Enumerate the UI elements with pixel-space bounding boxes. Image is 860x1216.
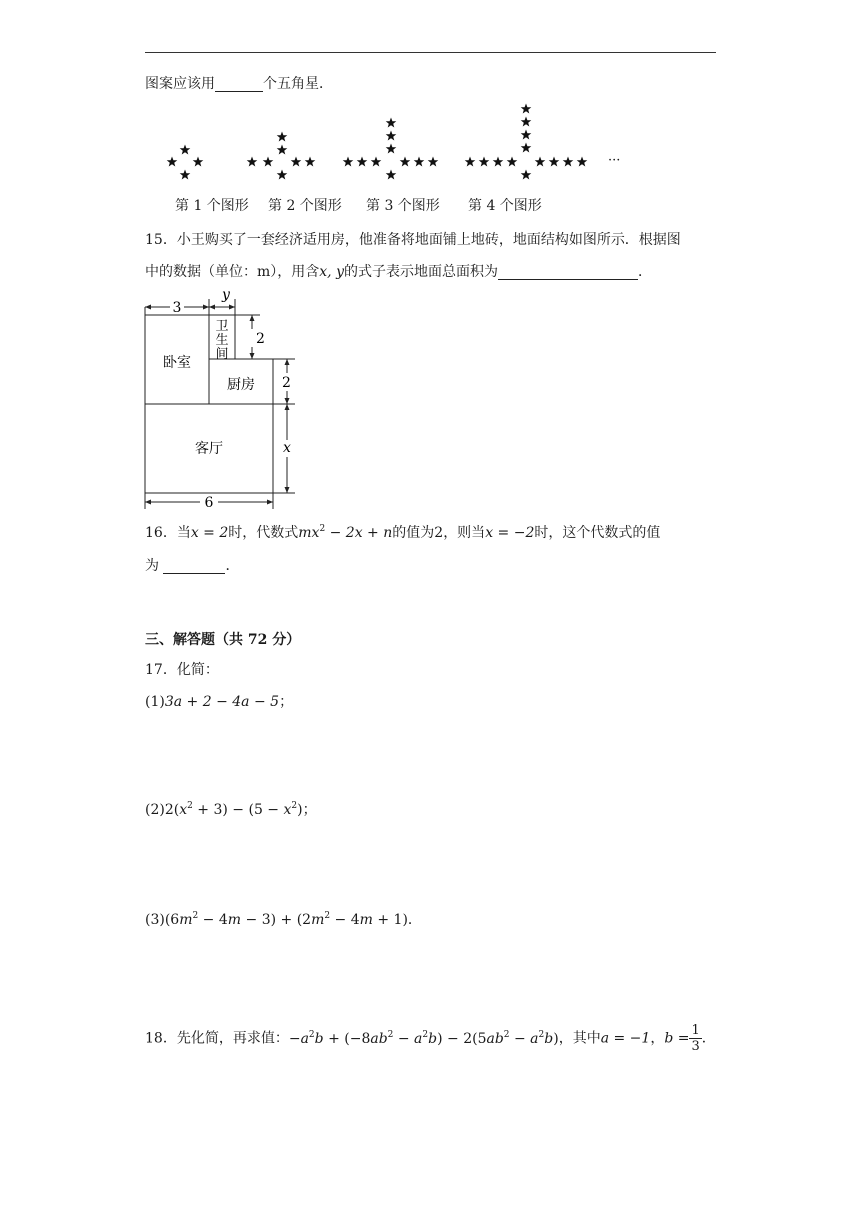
- room-bedroom: 卧室: [163, 355, 191, 371]
- q16-prefix: 16．当: [145, 525, 191, 541]
- q17-part2: $(2)2(x^2 + 3) - (5 - x^2)$；: [145, 801, 317, 818]
- dim-x-label: x: [283, 440, 291, 456]
- q14-text-before: 图案应该用: [145, 76, 215, 92]
- q16-expr-b: − 2x + n: [325, 525, 393, 541]
- dim-kitchen-height: 2: [282, 375, 291, 391]
- q18-end: ．: [701, 1030, 716, 1047]
- q18-b-fraction: [689, 1024, 701, 1053]
- room-bathroom-1: 卫: [215, 319, 229, 334]
- star-pattern-4: [465, 104, 588, 180]
- q16-expr-a: mx: [298, 525, 320, 541]
- floor-plan-diagram: [140, 285, 310, 510]
- q17-part1: [145, 695, 293, 709]
- q16-answer-blank: [163, 559, 225, 574]
- caption-3: 第 3 个图形: [366, 198, 440, 214]
- star-pattern-figure: [150, 98, 630, 190]
- q16-line2-prefix: 为: [145, 558, 164, 574]
- q17-p2-end: ；: [302, 802, 317, 818]
- q15-line2: [145, 265, 652, 280]
- dim-y-label: y: [222, 287, 230, 303]
- q17-p3-label: (3): [145, 912, 165, 928]
- q18-sep: ，: [650, 1030, 665, 1047]
- q14-answer-line: [145, 77, 333, 92]
- q17-p1-label: (1): [145, 694, 165, 710]
- star-pattern-2: [247, 132, 316, 180]
- q17-p2-label: (2): [145, 802, 165, 818]
- q16-tail: 时，这个代数式的值: [534, 525, 661, 541]
- q16-cond1: x = 2: [190, 525, 229, 541]
- pattern-ellipsis: ···: [608, 153, 621, 168]
- q16-expr-exp: 2: [319, 524, 326, 534]
- q18-a-cond: a = −1: [600, 1030, 651, 1047]
- caption-2: 第 2 个图形: [268, 198, 342, 214]
- q17-p1-end: ；: [279, 694, 294, 710]
- q17-p1-expr: 3a + 2 − 4a − 5: [164, 694, 280, 710]
- room-living-room: 客厅: [195, 441, 223, 457]
- caption-1: 第 1 个图形: [175, 198, 249, 214]
- q16-val: 2: [434, 525, 444, 541]
- q18-line: 18．先化简，再求值：$-a^2b + (-8ab^2 - a^2b) - 2(5ab^2 - a^2b)$，其中a = −1，b = $\frac{1}{3}$ ．: [145, 1023, 716, 1054]
- q16-cond2: x = −2: [485, 525, 535, 541]
- q15-vars: x, y: [319, 264, 344, 280]
- q18-prefix: 18．先化简，再求值：: [145, 1030, 289, 1047]
- room-bathroom-3: 间: [215, 347, 229, 362]
- q16-mid1: 时，代数式: [228, 525, 299, 541]
- dim-top-width: 3: [172, 300, 182, 316]
- q15-line2-text: 中的数据（单位：m），用含: [145, 264, 320, 280]
- q14-answer-blank: [215, 77, 263, 92]
- q15-line2-end: ．: [638, 264, 652, 280]
- q16-line2: [145, 559, 239, 574]
- q18-b-den: 3: [691, 1039, 700, 1054]
- q14-text-after: 个五角星．: [263, 76, 333, 92]
- q16-mid2: 的值为: [392, 525, 435, 541]
- q15-line2-text-b: 的式子表示地面总面积为: [344, 264, 498, 280]
- section-3-title: 三、解答题（共 72 分）: [145, 632, 301, 648]
- q16-mid3: ，则当: [443, 525, 486, 541]
- star-pattern-3: [343, 118, 439, 180]
- q18-b-num: 1: [691, 1023, 700, 1038]
- page-header-rule: [145, 52, 716, 53]
- q16-line1: [145, 526, 660, 540]
- caption-4: 第 4 个图形: [468, 198, 542, 214]
- room-bathroom-2: 生: [215, 333, 229, 348]
- q17-part3: $(3)(6m^2 - 4m - 3) + (2m^2 - 4m + 1)$．: [145, 911, 422, 928]
- q18-b-lhs: b =: [664, 1030, 690, 1047]
- q15-line1: 15．小王购买了一套经济适用房，他准备将地面铺上地砖，地面结构如图所示．根据图: [145, 232, 681, 248]
- dim-bottom-width: 6: [204, 495, 214, 510]
- q15-answer-blank: [498, 265, 638, 280]
- q18-mid: ，其中: [558, 1030, 601, 1047]
- room-kitchen: 厨房: [227, 377, 255, 393]
- q17-p3-end: ．: [407, 912, 422, 928]
- dim-bath-height: 2: [256, 331, 265, 347]
- q16-line2-end: ．: [225, 558, 240, 574]
- q17-title: 17．化简：: [145, 662, 219, 678]
- star-pattern-1: [167, 145, 204, 180]
